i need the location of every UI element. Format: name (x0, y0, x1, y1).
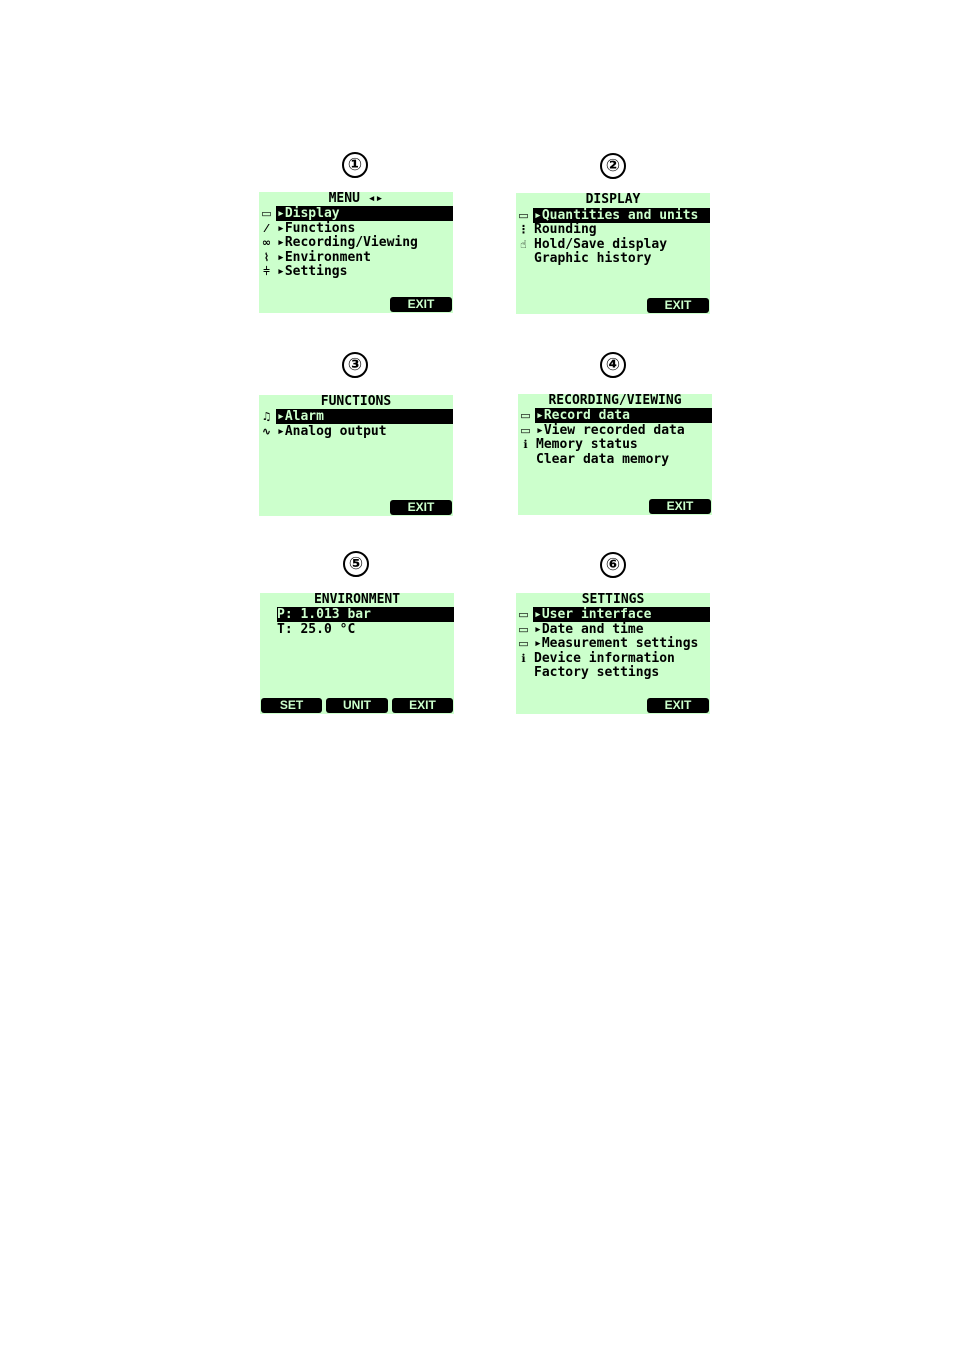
folder-icon: ▭ (518, 608, 529, 621)
set-button[interactable]: SET (261, 698, 322, 713)
exit-button[interactable]: EXIT (392, 698, 453, 713)
lcd-title: FUNCTIONS (320, 395, 392, 409)
temperature-value[interactable]: T: 25.0 °C (277, 622, 356, 637)
lcd-display (516, 193, 710, 314)
menu-item-label: ▸Environment (277, 250, 371, 265)
screen-number: ⑤ (343, 551, 369, 577)
menu-item-settings[interactable] (259, 264, 453, 279)
lcd-display (518, 394, 712, 515)
lcd-display (259, 395, 453, 516)
menu-item-record-data[interactable] (518, 408, 712, 423)
menu-item-measurement-settings[interactable] (516, 636, 710, 651)
hand-icon: ☝ (520, 238, 527, 251)
folder-icon: ▭ (518, 623, 529, 636)
menu-item-date-and-time[interactable] (516, 622, 710, 637)
settings-icon: ⫩ (263, 265, 270, 278)
rounding-icon: ⋮ (518, 223, 529, 236)
menu-item-alarm[interactable] (259, 409, 453, 424)
menu-item-factory-settings[interactable] (516, 665, 710, 680)
screen-number: ② (600, 153, 626, 179)
menu-item-label: ▸Measurement settings (534, 636, 699, 651)
menu-item-rounding[interactable] (516, 222, 710, 237)
menu-item-label: ▸View recorded data (536, 423, 685, 438)
lcd-display (259, 192, 453, 313)
environment-icon: ⌇ (263, 251, 270, 264)
info-icon: ℹ (521, 652, 526, 665)
folder-icon: ▭ (518, 209, 529, 222)
menu-item-quantities-and-units[interactable] (516, 208, 710, 223)
menu-item-clear-data-memory[interactable] (518, 452, 712, 467)
menu-item-analog-output[interactable] (259, 424, 453, 439)
folder-icon: ▭ (518, 637, 529, 650)
screen-number: ① (342, 152, 368, 178)
exit-button[interactable]: EXIT (649, 499, 711, 514)
screen-number: ③ (342, 352, 368, 378)
menu-item-label: ▸Date and time (534, 622, 644, 637)
menu-item-label: Hold/Save display (534, 237, 668, 252)
menu-item-view-recorded-data[interactable] (518, 423, 712, 438)
menu-item-functions[interactable] (259, 221, 453, 236)
pressure-value[interactable]: P: 1.013 bar (277, 607, 454, 622)
exit-button[interactable]: EXIT (647, 698, 709, 713)
menu-item-label: Device information (534, 651, 675, 666)
menu-item-label: ▸Quantities and units (534, 208, 699, 223)
menu-item-graphic-history[interactable] (516, 251, 710, 266)
waveform-icon: ∿ (261, 425, 272, 438)
exit-button[interactable]: EXIT (647, 298, 709, 313)
unit-button[interactable]: UNIT (326, 698, 388, 713)
folder-icon: ▭ (520, 409, 531, 422)
menu-item-label: ▸Analog output (277, 424, 387, 439)
display-icon: ▭ (261, 207, 272, 220)
recording-icon: ∞ (261, 236, 272, 249)
menu-item-memory-status[interactable] (518, 437, 712, 452)
folder-icon: ▭ (520, 424, 531, 437)
menu-item-label: ▸Settings (277, 264, 348, 279)
lcd-title: MENU ◂▸ (328, 192, 384, 206)
menu-item-label: Factory settings (534, 665, 660, 680)
exit-button[interactable]: EXIT (390, 500, 452, 515)
menu-item-label: Clear data memory (536, 452, 670, 467)
lcd-display (260, 593, 454, 714)
screen-number: ④ (600, 352, 626, 378)
menu-item-label: ▸Recording/Viewing (277, 235, 418, 250)
menu-item-hold-save-display[interactable] (516, 237, 710, 252)
exit-button[interactable]: EXIT (390, 297, 452, 312)
menu-item-label: Rounding (534, 222, 597, 237)
music-note-icon: ♫ (261, 410, 272, 423)
menu-item-environment[interactable] (259, 250, 453, 265)
menu-item-device-information[interactable] (516, 651, 710, 666)
menu-item-label: ▸Display (277, 206, 340, 221)
menu-item-label: ▸Functions (277, 221, 356, 236)
menu-item-user-interface[interactable] (516, 607, 710, 622)
lcd-title: DISPLAY (585, 193, 641, 207)
lcd-title: SETTINGS (581, 593, 645, 607)
lcd-title: ENVIRONMENT (313, 593, 401, 607)
info-icon: ℹ (523, 438, 528, 451)
menu-item-recording-viewing[interactable] (259, 235, 453, 250)
lcd-title: RECORDING/VIEWING (548, 394, 682, 408)
screen-number: ⑥ (600, 552, 626, 578)
menu-item-display[interactable] (259, 206, 453, 221)
menu-item-label: Memory status (536, 437, 638, 452)
functions-icon: ⁄ (265, 222, 268, 235)
menu-item-label: Graphic history (534, 251, 652, 266)
menu-item-label: ▸Record data (536, 408, 630, 423)
menu-item-label: ▸User interface (534, 607, 652, 622)
lcd-display (516, 593, 710, 714)
menu-item-label: ▸Alarm (277, 409, 324, 424)
